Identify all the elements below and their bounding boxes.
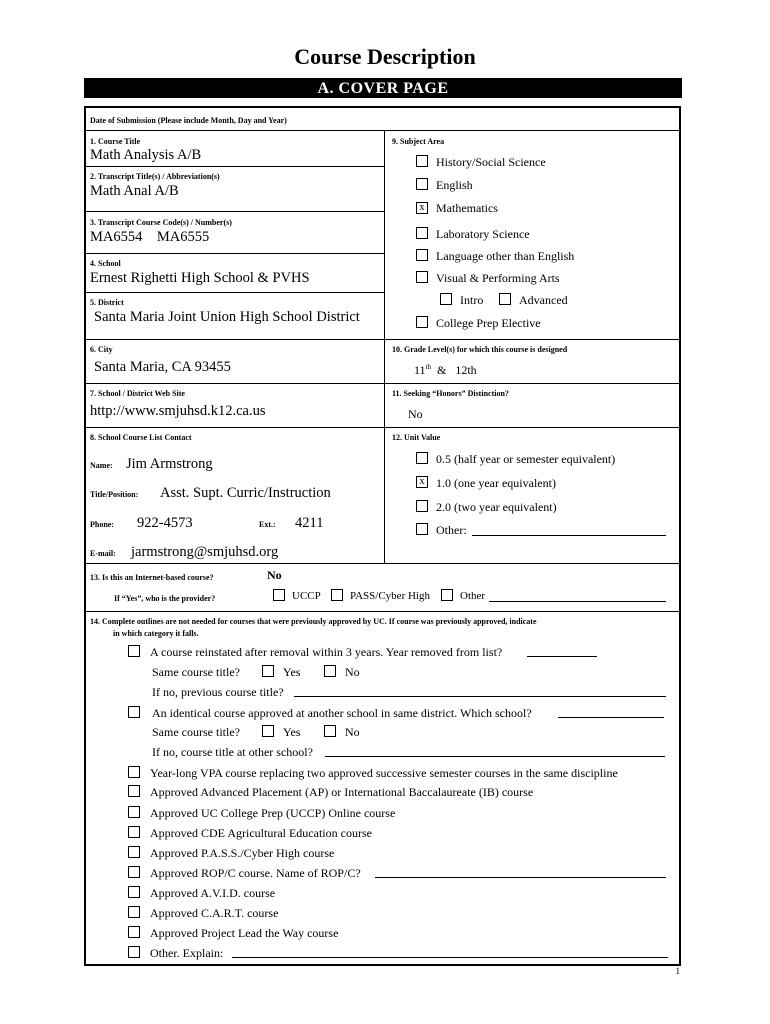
category-label: Approved CDE Agricultural Education course [150,826,372,840]
provider-option: UCCP [292,590,321,602]
other-title-label: If no, course title at other school? [152,745,313,759]
provider-option: PASS/Cyber High [350,590,430,602]
category-checkbox[interactable] [128,806,140,818]
section-banner: A. COVER PAGE [84,78,682,98]
vpa-advanced-label: Advanced [519,293,568,307]
prev-title-input[interactable] [294,686,666,697]
subject-checkbox[interactable] [416,178,428,190]
unit-checkbox[interactable] [416,523,428,535]
provider-other-input[interactable] [489,591,666,602]
transcript-title-value[interactable]: Math Anal A/B [90,183,179,199]
provider-checkbox[interactable] [331,589,343,601]
rule [86,611,681,612]
grade-level-label: 10. Grade Level(s) for which this course is designed [392,345,568,354]
same-title-no-checkbox[interactable] [324,725,336,737]
vpa-intro-checkbox[interactable] [440,293,452,305]
subject-option-label: Visual & Performing Arts [436,271,560,285]
column-divider [384,130,385,563]
reinstated-checkbox[interactable] [128,645,140,657]
rule [86,292,384,293]
contact-label: 8. School Course List Contact [90,433,192,442]
email-label: E-mail: [90,549,116,558]
subject-checkbox[interactable] [416,316,428,328]
ext-value[interactable]: 4211 [295,515,324,531]
subject-option-label: Language other than English [436,249,575,263]
subject-checkbox[interactable] [416,249,428,261]
other-explain-input[interactable] [232,947,668,958]
date-label: Date of Submission (Please include Month, Day and Year) [90,116,287,125]
category-checkbox[interactable] [128,926,140,938]
honors-label: 11. Seeking “Honors” Distinction? [392,389,509,398]
subject-area-label: 9. Subject Area [392,137,445,146]
category-checkbox[interactable] [128,906,140,918]
internet-value[interactable]: No [267,568,282,582]
category-checkbox[interactable] [128,886,140,898]
category-checkbox[interactable] [128,785,140,797]
reinstated-label: A course reinstated after removal within 3 years. Year removed from list? [150,645,503,659]
category-label: Approved UC College Prep (UCCP) Online course [150,806,396,820]
category-label: Approved P.A.S.S./Cyber High course [150,846,335,860]
category-checkbox[interactable] [128,846,140,858]
category-checkbox[interactable] [128,826,140,838]
yes-label: Yes [283,725,301,739]
email-value[interactable]: jarmstrong@smjuhsd.org [131,544,279,560]
page-title: Course Description [294,44,476,69]
subject-option-label: History/Social Science [436,155,546,169]
no-label: No [345,665,360,679]
school-label: 4. School [90,259,121,268]
unit-checkbox[interactable] [416,452,428,464]
category-checkbox[interactable] [128,946,140,958]
district-label: 5. District [90,298,124,307]
transcript-title-label: 2. Transcript Title(s) / Abbreviation(s) [90,172,220,181]
subject-checkbox[interactable] [416,155,428,167]
unit-option-label: Other: [436,523,467,537]
grade-level-value[interactable] [414,363,477,378]
category-label: Other. Explain: [150,946,224,960]
rule [86,563,681,564]
unit-option-label: 1.0 (one year equivalent) [436,476,556,490]
provider-checkbox[interactable] [441,589,453,601]
category-label: Approved A.V.I.D. course [150,886,276,900]
grade-first-suffix: th [425,363,432,371]
rule [86,253,384,254]
identical-label: An identical course approved at another school in same district. Which school? [152,706,532,720]
unit-checkbox[interactable] [416,500,428,512]
provider-option: Other [460,590,486,602]
unit-value-label: 12. Unit Value [392,433,441,442]
subject-option-label: English [436,178,473,192]
same-title-no-checkbox[interactable] [324,665,336,677]
website-label: 7. School / District Web Site [90,389,185,398]
ext-label: Ext.: [259,520,276,529]
category-label: Year-long VPA course replacing two approved successive semester courses in the same discipline [150,766,618,780]
city-label: 6. City [90,345,113,354]
course-code-label: 3. Transcript Course Code(s) / Number(s) [90,218,232,227]
course-title-label: 1. Course Title [90,137,141,146]
rule [86,166,384,167]
contact-name-value[interactable]: Jim Armstrong [126,456,213,472]
subject-checkbox[interactable] [416,227,428,239]
subject-option-label: Laboratory Science [436,227,530,241]
year-removed-input[interactable] [527,646,597,657]
same-title-label: Same course title? [152,725,240,739]
identical-checkbox[interactable] [128,706,140,718]
subject-checkbox[interactable] [416,271,428,283]
category-checkbox[interactable] [128,866,140,878]
rop-name-input[interactable] [375,867,666,878]
outlines-label: 14. Complete outlines are not needed for courses that were previously approved by UC. If course was previously approved, indicate [90,617,537,626]
honors-value[interactable]: No [408,407,423,421]
vpa-intro-label: Intro [460,293,484,307]
school-value[interactable]: Ernest Righetti High School & PVHS [90,270,310,286]
grade-first: 11 [414,363,426,377]
category-label: Approved C.A.R.T. course [150,906,279,920]
course-code-value[interactable]: MA6554 MA6555 [90,229,210,245]
city-value[interactable]: Santa Maria, CA 93455 [94,359,231,375]
internet-label: 13. Is this an Internet-based course? [90,573,214,582]
subject-option-label: College Prep Elective [436,316,541,330]
vpa-advanced-checkbox[interactable] [499,293,511,305]
category-checkbox[interactable] [128,766,140,778]
unit-option-label: 0.5 (half year or semester equivalent) [436,452,616,466]
other-title-input[interactable] [325,746,665,757]
name-label: Name: [90,461,113,470]
provider-checkbox[interactable] [273,589,285,601]
provider-label: If “Yes”, who is the provider? [114,594,216,603]
position-label: Title/Position: [90,490,139,499]
category-label: Approved ROP/C course. Name of ROP/C? [150,866,361,880]
unit-option-label: 2.0 (two year equivalent) [436,500,557,514]
unit-other-input[interactable] [472,525,666,536]
prev-title-label: If no, previous course title? [152,685,284,699]
subject-checkbox[interactable]: x [416,202,428,214]
page-number: 1 [675,966,680,976]
category-label: Approved Advanced Placement (AP) or International Baccalaureate (IB) course [150,785,534,799]
grade-rest: & 12th [431,363,477,377]
contact-position-value[interactable]: Asst. Supt. Curric/Instruction [160,485,331,501]
same-title-yes-checkbox[interactable] [262,725,274,737]
outlines-label-cont: in which category it falls. [113,629,199,638]
website-value[interactable]: http://www.smjuhsd.k12.ca.us [90,403,266,419]
same-title-yes-checkbox[interactable] [262,665,274,677]
which-school-input[interactable] [558,707,664,718]
unit-checkbox[interactable]: x [416,476,428,488]
same-title-label: Same course title? [152,665,240,679]
yes-label: Yes [283,665,301,679]
district-value[interactable]: Santa Maria Joint Union High School District [94,309,360,325]
rule [86,211,384,212]
phone-label: Phone: [90,520,114,529]
course-title-value[interactable]: Math Analysis A/B [90,147,202,163]
category-label: Approved Project Lead the Way course [150,926,339,940]
no-label: No [345,725,360,739]
subject-option-label: Mathematics [436,201,498,215]
phone-value[interactable]: 922-4573 [137,515,193,531]
